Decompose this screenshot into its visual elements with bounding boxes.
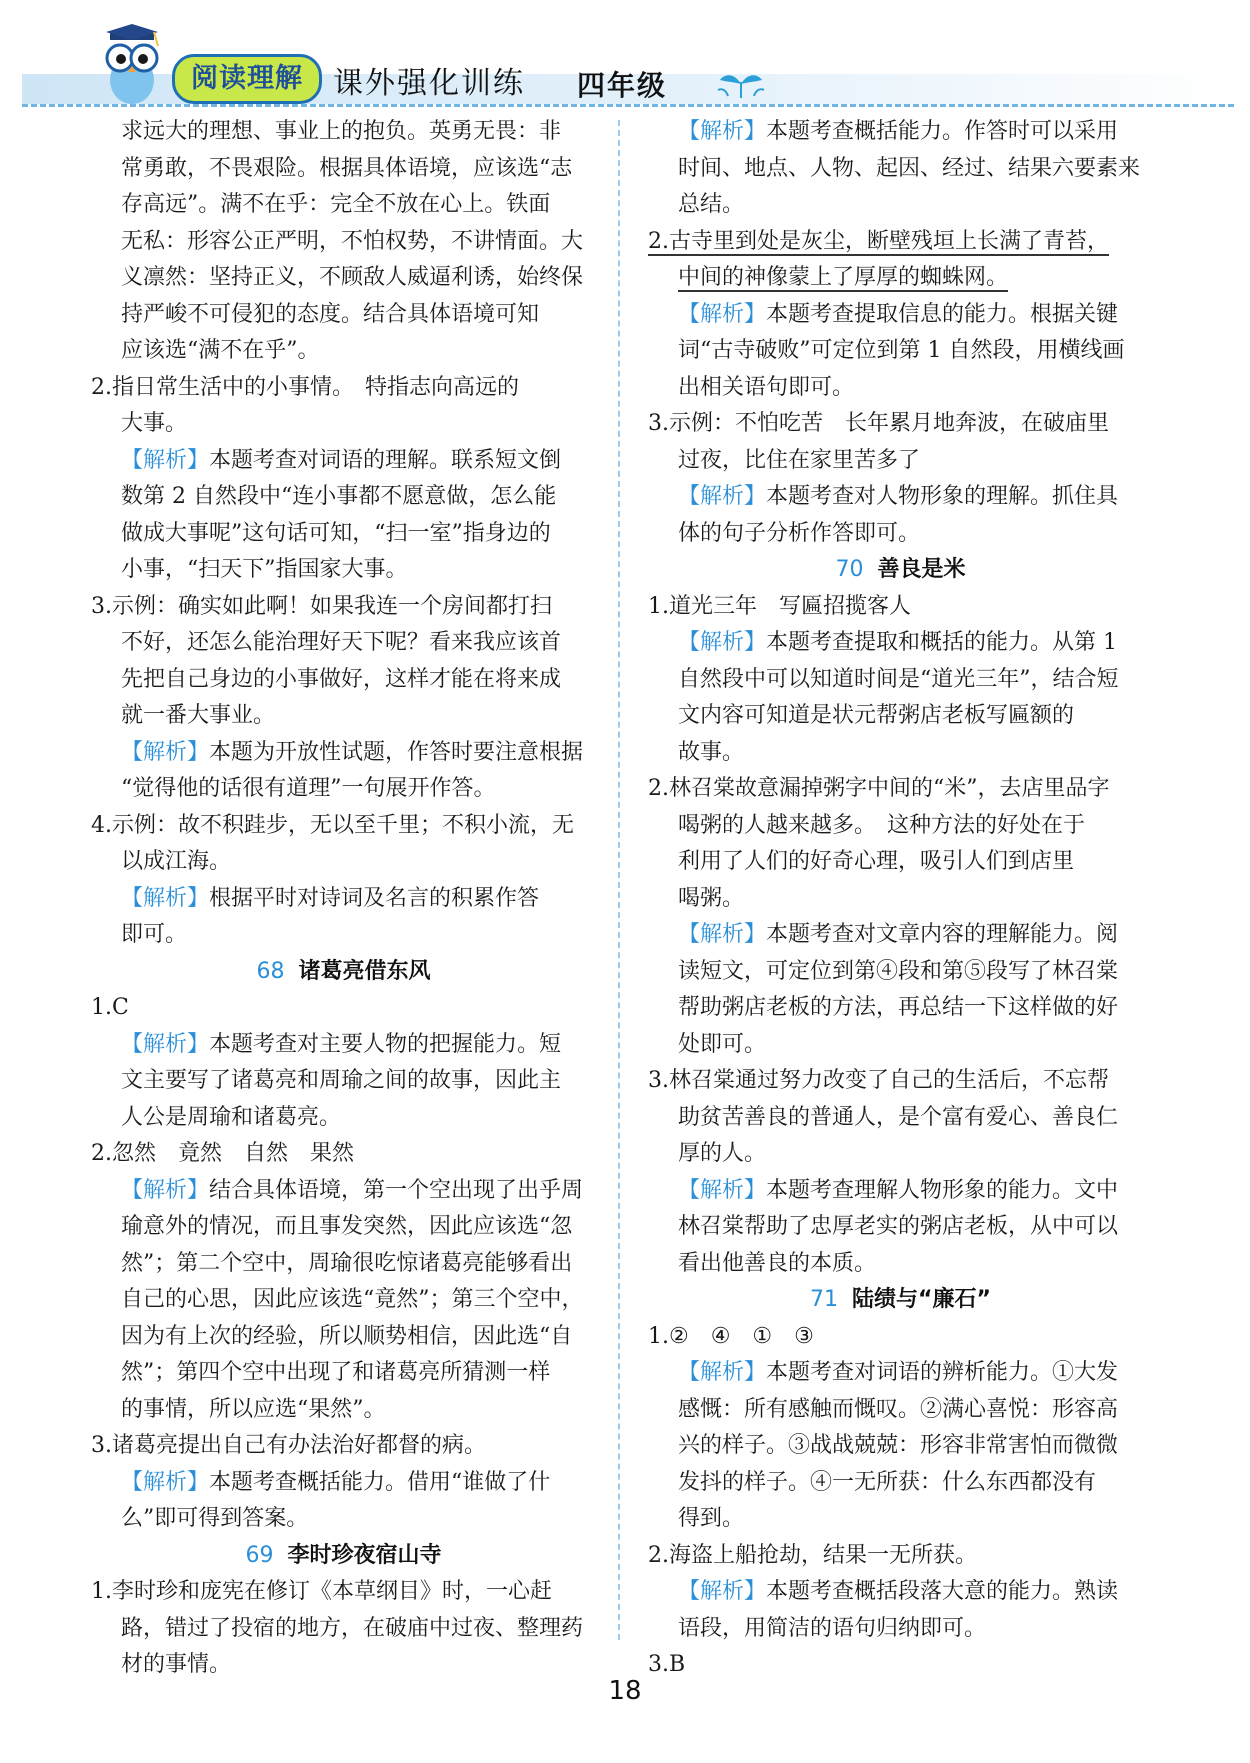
page-header xyxy=(0,0,1250,118)
line-text: 兴的样子。③战战兢兢：形容非常害怕而微微 xyxy=(678,1433,1119,1458)
text-line xyxy=(648,224,1153,261)
text-line xyxy=(648,333,1153,370)
text-line xyxy=(91,1027,596,1064)
line-text: 喝粥的人越来越多。 这种方法的好处在于 xyxy=(678,812,1086,838)
text-line xyxy=(91,917,596,954)
text-line xyxy=(91,1465,596,1502)
line-text: 本题考查对主要人物的把握能力。短 xyxy=(209,1031,562,1057)
analysis-tag: 【解析】 xyxy=(121,447,210,473)
text-line xyxy=(648,589,1153,626)
line-text: 2.林召棠故意漏掉粥字中间的“米”，去店里品字 xyxy=(648,776,1110,801)
text-line xyxy=(91,1063,596,1100)
text-line xyxy=(91,1100,596,1137)
section-number: 71 xyxy=(810,1287,839,1312)
analysis-tag: 【解析】 xyxy=(678,301,767,327)
line-text: 自己的心思，因此应该选“竟然”；第三个空中， xyxy=(121,1287,584,1312)
line-text: 不好，还怎么能治理好天下呢？看来我应该首 xyxy=(121,630,562,655)
analysis-tag: 【解析】 xyxy=(678,1579,767,1604)
right-column xyxy=(648,114,1153,1684)
line-text: 出相关语句即可。 xyxy=(678,374,855,400)
line-text: 1.道光三年 写匾招揽客人 xyxy=(648,593,911,619)
text-line xyxy=(91,443,596,480)
line-text: 3.林召棠通过努力改变了自己的生活后，不忘帮 xyxy=(648,1068,1109,1093)
line-text: 帮助粥店老板的方法，再总结一下这样做的好 xyxy=(678,995,1119,1020)
line-text: 时间、地点、人物、起因、经过、结果六要素来 xyxy=(678,155,1141,181)
section-title-text: 陆绩与“廉石” xyxy=(852,1287,991,1312)
text-line xyxy=(648,1501,1153,1538)
line-text: 本题考查概括能力。作答时可以采用 xyxy=(766,119,1119,144)
left-column xyxy=(91,114,596,1684)
line-text: 1.李时珍和庞宪在修订《本草纲目》时，一心赶 xyxy=(91,1579,552,1604)
text-line xyxy=(648,698,1153,735)
text-line xyxy=(91,1246,596,1283)
text-line xyxy=(91,625,596,662)
line-text: 词“古寺破败”可定位到第 1 自然段，用横线画 xyxy=(678,338,1125,363)
line-text: 利用了人们的好奇心理，吸引人们到店里 xyxy=(678,849,1075,874)
line-text: 文内容可知道是状元帮粥店老板写匾额的 xyxy=(678,703,1075,728)
line-text: 助贫苦善良的普通人，是个富有爱心、善良仁 xyxy=(678,1104,1119,1130)
text-line xyxy=(648,1136,1153,1173)
line-text: 自然段中可以知道时间是“道光三年”，结合短 xyxy=(678,666,1119,692)
line-text: 的事情，所以应选“果然”。 xyxy=(121,1396,386,1422)
line-text: 常勇敢，不畏艰险。根据具体语境，应该选“志 xyxy=(121,155,573,181)
text-line xyxy=(91,1574,596,1611)
analysis-tag: 【解析】 xyxy=(678,630,767,655)
text-line xyxy=(91,151,596,188)
line-text: 然”；第二个空中，周瑜很吃惊诸葛亮能够看出 xyxy=(121,1250,573,1276)
text-line xyxy=(648,1465,1153,1502)
line-text: 2.海盗上船抢劫，结果一无所获。 xyxy=(648,1542,977,1568)
line-text: 本题考查概括段落大意的能力。熟读 xyxy=(766,1579,1119,1604)
line-text: 感慨：所有感触而慨叹。②满心喜悦：形容高 xyxy=(678,1396,1119,1422)
text-line xyxy=(648,1428,1153,1465)
text-line xyxy=(648,151,1153,188)
line-text: 本题考查对词语的理解。联系短文倒 xyxy=(209,447,562,473)
section-number: 69 xyxy=(245,1542,274,1568)
column-divider xyxy=(618,120,620,1640)
line-text: 瑜意外的情况，而且事发突然，因此应该选“忽 xyxy=(121,1214,573,1239)
series-title: 课外强化训练 xyxy=(333,66,525,101)
line-text: 过夜，比住在家里苦多了 xyxy=(678,447,921,473)
analysis-tag: 【解析】 xyxy=(121,1469,210,1495)
text-line xyxy=(648,1611,1153,1648)
line-text: 林召棠帮助了忠厚老实的粥店老板，从中可以 xyxy=(678,1214,1119,1239)
header-dashed-line xyxy=(22,104,1234,107)
analysis-tag: 【解析】 xyxy=(678,1360,767,1385)
line-text: 喝粥。 xyxy=(678,885,745,911)
line-text: 因为有上次的经验，所以顺势相信，因此选“自 xyxy=(121,1323,573,1349)
section-title xyxy=(648,552,1153,589)
text-line xyxy=(91,516,596,553)
analysis-tag: 【解析】 xyxy=(121,885,210,911)
text-line xyxy=(91,552,596,589)
text-line xyxy=(91,1392,596,1429)
analysis-tag: 【解析】 xyxy=(121,1177,210,1203)
text-line xyxy=(91,1282,596,1319)
section-title xyxy=(91,954,596,991)
text-line xyxy=(648,1063,1153,1100)
line-text: 以成江海。 xyxy=(121,849,232,874)
line-text: 存高远”。满不在乎：完全不放在心上。铁面 xyxy=(121,192,551,217)
text-line xyxy=(91,698,596,735)
text-line xyxy=(648,990,1153,1027)
line-text: 看出他善良的本质。 xyxy=(678,1250,877,1276)
text-line xyxy=(648,260,1153,297)
line-text: 本题考查提取信息的能力。根据关键 xyxy=(766,301,1119,327)
text-line xyxy=(91,479,596,516)
line-text: 小事，“扫天下”指国家大事。 xyxy=(121,557,408,582)
text-line xyxy=(648,114,1153,151)
line-text: 无私：形容公正严明，不怕权势，不讲情面。大 xyxy=(121,228,584,254)
line-text: 语段，用简洁的语句归纳即可。 xyxy=(678,1615,987,1641)
text-line xyxy=(648,735,1153,772)
owl-mascot-icon xyxy=(96,24,168,108)
line-text: 义凛然：坚持正义，不顾敌人威逼利诱，始终保 xyxy=(121,265,584,290)
sprout-icon xyxy=(716,66,766,100)
line-text: “觉得他的话很有道理”一句展开作答。 xyxy=(121,776,496,801)
line-text: 总结。 xyxy=(678,192,745,217)
line-text: 3.诸葛亮提出自己有办法治好都督的病。 xyxy=(91,1433,486,1458)
text-line xyxy=(648,881,1153,918)
line-text: 做成大事呢”这句话可知，“扫一室”指身边的 xyxy=(121,520,551,546)
text-line xyxy=(648,1246,1153,1283)
text-line xyxy=(648,844,1153,881)
text-line xyxy=(648,625,1153,662)
text-line xyxy=(91,808,596,845)
section-title-text: 李时珍夜宿山寺 xyxy=(287,1542,442,1568)
line-text: 大事。 xyxy=(121,411,188,436)
text-line xyxy=(91,224,596,261)
line-text: 1.C xyxy=(91,995,129,1020)
line-text: 本题考查提取和概括的能力。从第 1 xyxy=(766,630,1118,655)
text-line xyxy=(91,1428,596,1465)
analysis-tag: 【解析】 xyxy=(678,119,767,144)
text-line xyxy=(91,370,596,407)
text-line xyxy=(91,589,596,626)
line-text: 求远大的理想、事业上的抱负。英勇无畏：非 xyxy=(121,119,562,144)
section-number: 68 xyxy=(256,958,285,984)
analysis-tag: 【解析】 xyxy=(121,1031,210,1057)
text-line xyxy=(91,1319,596,1356)
line-text: 本题考查对人物形象的理解。抓住具 xyxy=(766,484,1119,509)
text-line xyxy=(91,406,596,443)
text-line xyxy=(91,662,596,699)
line-text: 结合具体语境，第一个空出现了出乎周 xyxy=(209,1177,584,1203)
analysis-tag: 【解析】 xyxy=(678,1177,767,1203)
text-line xyxy=(91,114,596,151)
line-text: 3.示例：不怕吃苦 长年累月地奔波，在破庙里 xyxy=(648,411,1109,436)
grade-label: 四年级 xyxy=(577,69,668,102)
text-line xyxy=(648,1392,1153,1429)
line-text: 么”即可得到答案。 xyxy=(121,1506,309,1531)
text-line xyxy=(91,1611,596,1648)
text-line xyxy=(648,187,1153,224)
text-line xyxy=(648,917,1153,954)
text-line xyxy=(648,1209,1153,1246)
line-text: 读短文，可定位到第④段和第⑤段写了林召棠 xyxy=(678,958,1119,984)
text-line xyxy=(648,1574,1153,1611)
text-line xyxy=(648,808,1153,845)
text-line xyxy=(648,771,1153,808)
line-text: 就一番大事业。 xyxy=(121,703,276,728)
line-text: 4.示例：故不积跬步，无以至千里；不积小流，无 xyxy=(91,812,574,838)
section-title xyxy=(648,1282,1153,1319)
line-text: 根据平时对诗词及名言的积累作答 xyxy=(209,885,540,911)
line-text: 材的事情。 xyxy=(121,1652,232,1677)
analysis-tag: 【解析】 xyxy=(121,739,210,765)
text-line xyxy=(648,954,1153,991)
text-line xyxy=(648,516,1153,553)
line-text: 得到。 xyxy=(678,1506,745,1531)
text-line xyxy=(648,1319,1153,1356)
line-text: 本题考查对文章内容的理解能力。阅 xyxy=(766,922,1119,947)
line-text: 路，错过了投宿的地方，在破庙中过夜、整理药 xyxy=(121,1615,584,1641)
line-text: 3.B xyxy=(648,1652,686,1677)
text-line xyxy=(648,1027,1153,1064)
text-line xyxy=(91,297,596,334)
page-number: 18 xyxy=(608,1676,642,1706)
text-line xyxy=(91,735,596,772)
text-line xyxy=(91,1136,596,1173)
text-line xyxy=(648,370,1153,407)
line-text: 故事。 xyxy=(678,739,745,765)
line-text: 本题为开放性试题，作答时要注意根据 xyxy=(209,739,584,765)
section-title-text: 善良是米 xyxy=(877,557,966,582)
line-text: 2.忽然 竟然 自然 果然 xyxy=(91,1141,354,1166)
section-title-text: 诸葛亮借东风 xyxy=(298,958,431,984)
line-text: 本题考查对词语的辨析能力。①大发 xyxy=(766,1360,1119,1385)
text-line xyxy=(91,771,596,808)
text-line xyxy=(91,1173,596,1210)
section-number: 70 xyxy=(835,557,864,582)
line-text: 数第 2 自然段中“连小事都不愿意做，怎么能 xyxy=(121,484,557,509)
text-line xyxy=(91,260,596,297)
line-text: 2.古寺里到处是灰尘，断壁残垣上长满了青苔， xyxy=(648,228,1109,254)
section-badge: 阅读理解 xyxy=(172,54,322,104)
analysis-tag: 【解析】 xyxy=(678,484,767,509)
line-text: 中间的神像蒙上了厚厚的蜘蛛网。 xyxy=(678,265,1009,290)
line-text: 本题考查概括能力。借用“谁做了什 xyxy=(209,1469,551,1495)
text-line xyxy=(648,1100,1153,1137)
line-text: 即可。 xyxy=(121,922,188,947)
section-title xyxy=(91,1538,596,1575)
line-text: 2.指日常生活中的小事情。 特指志向高远的 xyxy=(91,374,519,400)
line-text: 体的句子分析作答即可。 xyxy=(678,520,921,546)
text-line xyxy=(648,479,1153,516)
text-line xyxy=(91,187,596,224)
text-line xyxy=(91,1355,596,1392)
text-line xyxy=(648,443,1153,480)
text-line xyxy=(648,406,1153,443)
line-text: 3.示例：确实如此啊！如果我连一个房间都打扫 xyxy=(91,593,552,619)
text-line xyxy=(91,1501,596,1538)
line-text: 1.② ④ ① ③ xyxy=(648,1323,814,1349)
text-line xyxy=(648,1173,1153,1210)
line-text: 然”；第四个空中出现了和诸葛亮所猜测一样 xyxy=(121,1360,551,1385)
text-line xyxy=(648,297,1153,334)
line-text: 持严峻不可侵犯的态度。结合具体语境可知 xyxy=(121,301,540,327)
text-line xyxy=(648,1355,1153,1392)
text-line xyxy=(648,662,1153,699)
line-text: 发抖的样子。④一无所获：什么东西都没有 xyxy=(678,1469,1097,1495)
line-text: 应该选“满不在乎”。 xyxy=(121,338,320,363)
line-text: 厚的人。 xyxy=(678,1141,767,1166)
line-text: 处即可。 xyxy=(678,1031,767,1057)
text-line xyxy=(91,844,596,881)
text-line xyxy=(91,333,596,370)
text-line xyxy=(91,1209,596,1246)
text-line xyxy=(91,881,596,918)
line-text: 人公是周瑜和诸葛亮。 xyxy=(121,1104,342,1130)
text-line xyxy=(648,1538,1153,1575)
line-text: 本题考查理解人物形象的能力。文中 xyxy=(766,1177,1119,1203)
line-text: 文主要写了诸葛亮和周瑜之间的故事，因此主 xyxy=(121,1068,562,1093)
text-line xyxy=(91,990,596,1027)
analysis-tag: 【解析】 xyxy=(678,922,767,947)
line-text: 先把自己身边的小事做好，这样才能在将来成 xyxy=(121,666,562,692)
